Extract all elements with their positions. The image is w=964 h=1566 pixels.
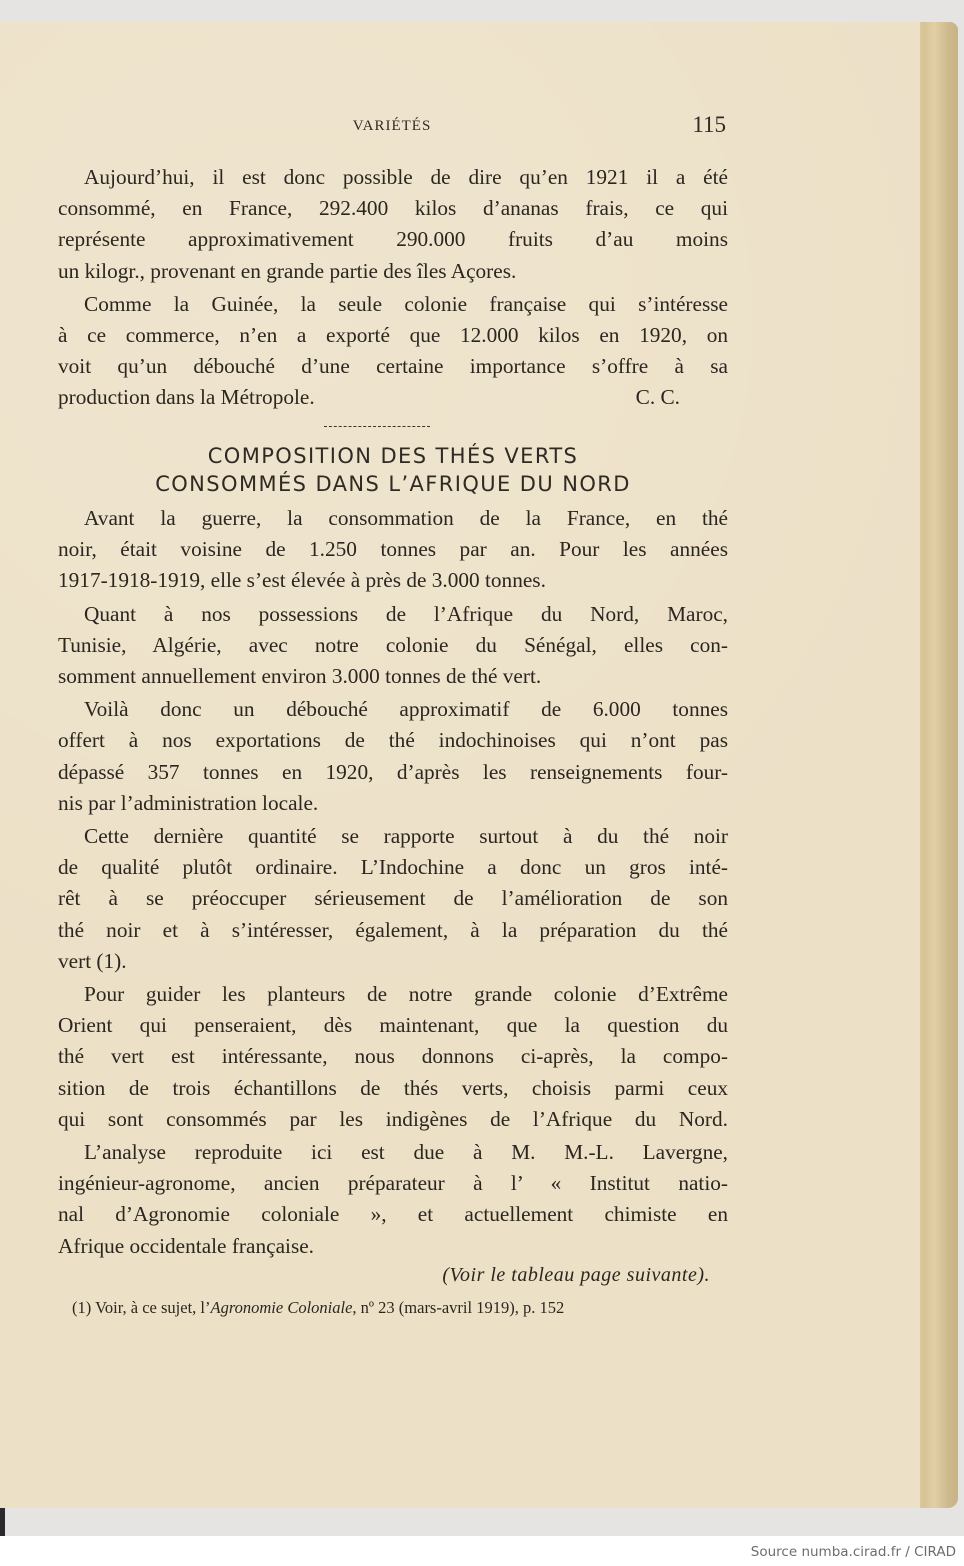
text-line: vert (1). [58,948,127,973]
page-number: 115 [692,112,726,137]
text-line: sition de trois échantillons de thés verts, choisis parmi ceux [58,1075,728,1100]
text-line: Comme la Guinée, la seule colonie française qui s’intéresse [84,291,728,316]
text-line: représente approximativement 290.000 fruits d’au moins [58,227,728,252]
text-line: thé vert est intéressante, nous donnons ci-après, la compo- [58,1044,728,1069]
section-separator [324,426,430,428]
text-line: qui sont consommés par les indigènes de l’Afrique du Nord. [58,1106,728,1131]
footnote [72,1298,732,1318]
text-line: voit qu’un débouché d’une certaine importance s’offre à sa [58,354,728,379]
text-line: Afrique occidentale française. [58,1233,315,1258]
text-line: Tunisie, Algérie, avec notre colonie du Sénégal, elles con- [58,632,728,657]
article-title-line-2: CONSOMMÉS DANS L’AFRIQUE DU NORD [155,472,631,496]
article-body [58,503,728,1262]
text-line: 1917-1918-1919, elle s’est élevée à près de 3.000 tonnes. [58,568,546,593]
text-line: à ce commerce, n’en a exporté que 12.000 kilos en 1920, on [58,323,728,348]
paragraph [58,979,728,1135]
see-table-note: (Voir le tableau page suivante). [442,1264,710,1286]
paragraph [58,1137,728,1262]
footnote-suffix: , nº 23 (mars-avril 1919), p. 152 [352,1298,565,1317]
closing-line [58,382,728,413]
paragraph [58,162,728,287]
text-line: thé noir et à s’intéresser, également, à la préparation du thé [58,917,728,942]
text-line: rêt à se préoccuper sérieusement de l’amélioration de son [58,886,728,911]
article-title [58,442,728,498]
text-line: L’analyse reproduite ici est due à M. M.-L. Lavergne, [84,1140,728,1165]
text-line: Orient qui penseraient, dès maintenant, que la question du [58,1013,728,1038]
text-line: un kilogr., provenant en grande partie des îles Açores. [58,258,517,283]
text-line: production dans la Métropole. [58,385,315,410]
footnote-journal: Agronomie Coloniale [210,1298,353,1317]
book-cover-edge [0,1508,5,1536]
article-title-line-1: COMPOSITION DES THÉS VERTS [207,444,579,468]
text-line: Cette dernière quantité se rapporte surtout à du thé noir [84,824,728,849]
paragraph [58,503,728,597]
text-line: noir, était voisine de 1.250 tonnes par an. Pour les années [58,537,728,562]
running-title: VARIÉTÉS [352,118,432,134]
author-signature: C. C. [635,385,680,410]
running-head [58,112,726,142]
paragraph [58,821,728,977]
text-line: dépassé 357 tonnes en 1920, d’après les renseignements four- [58,759,728,784]
text-line: nal d’Agronomie coloniale », et actuellement chimiste en [58,1202,728,1227]
text-line: Avant la guerre, la consommation de la France, en thé [84,506,728,530]
paragraph [58,599,728,693]
footnote-prefix: (1) Voir, à ce sujet, l’ [72,1298,211,1317]
paragraph [58,289,728,414]
text-line: Aujourd’hui, il est donc possible de dire qu’en 1921 il a été [84,165,728,189]
text-line: ingénieur-agronome, ancien préparateur à l’ « Institut natio- [58,1171,728,1196]
previous-article-text [58,162,728,414]
text-line: de qualité plutôt ordinaire. L’Indochine a donc un gros inté- [58,855,728,880]
text-line: consommé, en France, 292.400 kilos d’ananas frais, ce qui [58,196,728,221]
text-line: nis par l’administration locale. [58,790,319,815]
text-line: Pour guider les planteurs de notre grande colonie d’Extrême [84,982,728,1007]
text-line: somment annuellement environ 3.000 tonnes de thé vert. [58,664,542,689]
text-line: offert à nos exportations de thé indochinoises qui n’ont pas [58,728,728,753]
text-line: Voilà donc un débouché approximatif de 6.000 tonnes [84,697,728,722]
paragraph [58,694,728,819]
source-caption: Source numba.cirad.fr / CIRAD [750,1544,956,1560]
text-line: Quant à nos possessions de l’Afrique du Nord, Maroc, [84,601,728,626]
